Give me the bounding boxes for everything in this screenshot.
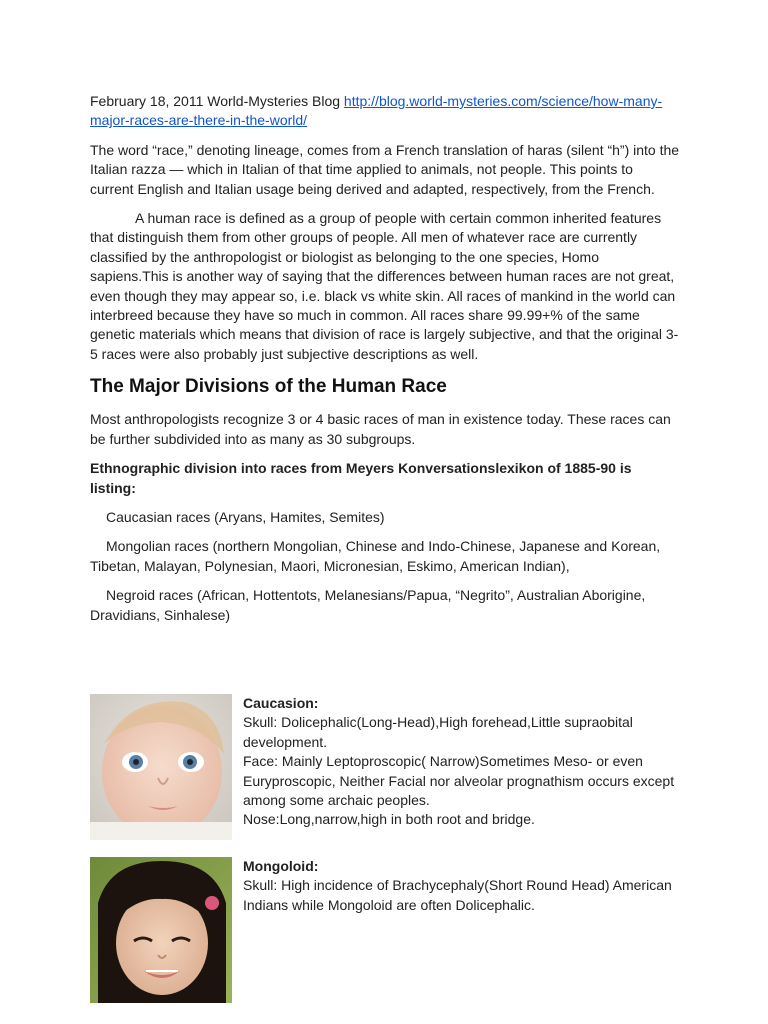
definition-paragraph: A human race is defined as a group of people with certain common inherited features that distinguish them from other groups of people. All men of whatever race are currently classified by the anthropologist or biologist as belonging to the one species, Homo sapiens.This is another way of saying that the differences between human races are not great, even though they may appear so, i.e. black vs white skin. All races of mankind in the world can interbreed because they have so much in common. All races share 99.99+% of the same genetic materials which means that division of race is largely subjective, and that the original 3-5 races were also probably just subjective descriptions as well. xyxy=(90,210,679,362)
caucasion-face: Face: Mainly Leptoproscopic( Narrow)Sometimes Meso- or even Euryproscopic, Neither Facial nor alveolar prognathism occurs except among some archaic peoples. xyxy=(243,753,675,809)
mongoloid-photo xyxy=(90,857,232,1003)
origin-paragraph: The word “race,” denoting lineage, comes from a French translation of haras (silent “h”) into the Italian razza — which in Italian of that time applied to animals, not people. This points to current English and Italian usage being derived and adapted, respectively, from the French. xyxy=(90,141,680,197)
source-link[interactable]: http://blog.world-mysteries.com/science/how-many-major-races-are-there-in-the-world/ xyxy=(90,93,663,129)
division-mongolian-text: Mongolian races (northern Mongolian, Chinese and Indo-Chinese, Japanese and Korean, Tibetan, Malayan, Polynesian, Maori, Micronesian, Eskimo, American Indian), xyxy=(90,538,661,574)
division-title: Ethnographic division into races from Meyers Konversationslexikon of 1885-90 is listing: xyxy=(90,460,632,496)
division-negroid-text: Negroid races (African, Hottentots, Melanesians/Papua, “Negrito”, Australian Aborigine, Dravidians, Sinhalese) xyxy=(90,587,646,623)
mongoloid-title: Mongoloid: xyxy=(243,858,319,874)
source-prefix: February 18, 2011 World-Mysteries Blog xyxy=(90,93,344,109)
source-line xyxy=(90,92,680,131)
division-caucasian: Caucasian races (Aryans, Hamites, Semites) xyxy=(106,508,385,525)
caucasion-skull: Skull: Dolicephalic(Long-Head),High forehead,Little supraobital development. xyxy=(243,714,633,750)
mongoloid-description xyxy=(243,857,683,915)
caucasion-title: Caucasion: xyxy=(243,695,319,711)
division-mongolian xyxy=(90,537,680,576)
section-heading: The Major Divisions of the Human Race xyxy=(90,376,447,398)
document-page xyxy=(90,92,680,635)
caucasion-nose: Nose:Long,narrow,high in both root and bridge. xyxy=(243,811,535,828)
intro-paragraph: Most anthropologists recognize 3 or 4 basic races of man in existence today. These races can be further subdivided into as many as 30 subgroups. xyxy=(90,411,671,447)
caucasion-photo xyxy=(90,694,232,840)
division-negroid xyxy=(90,586,680,625)
mongoloid-skull: Skull: High incidence of Brachycephaly(Short Round Head) American Indians while Mongoloid are often Dolicephalic. xyxy=(243,877,672,913)
caucasion-description xyxy=(243,694,683,830)
